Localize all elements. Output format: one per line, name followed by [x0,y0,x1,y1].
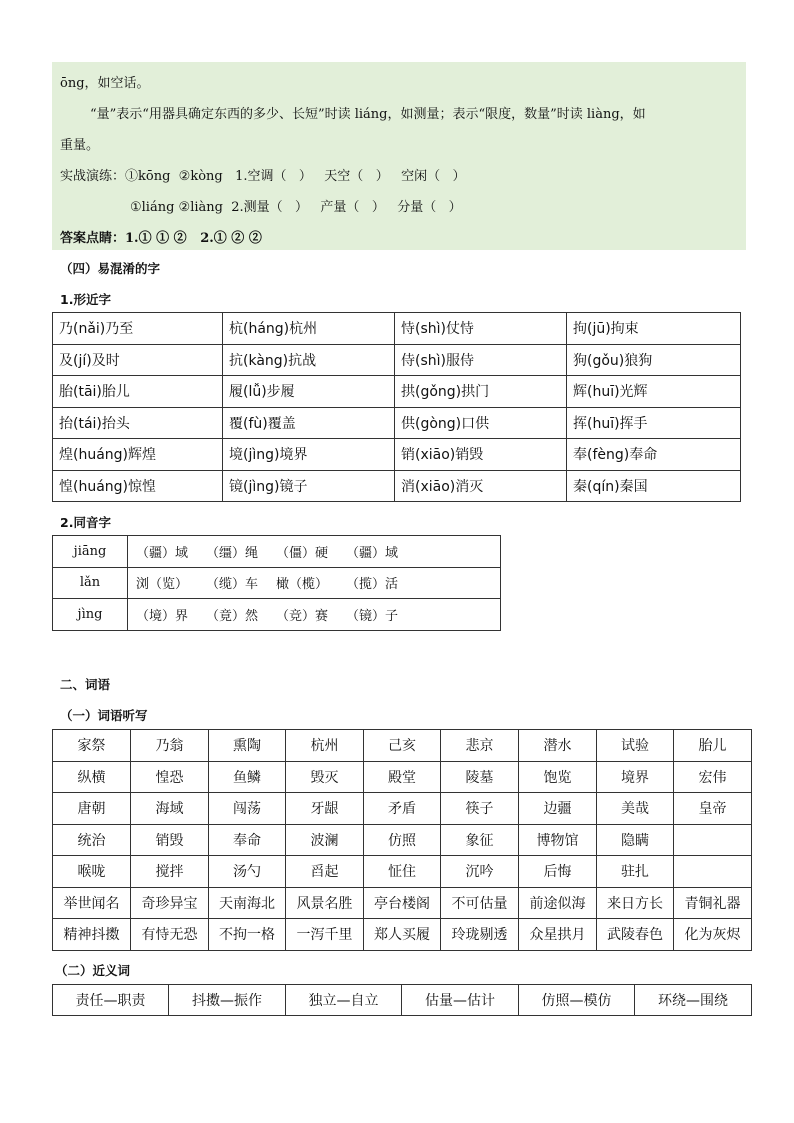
dictation-word-cell: 玲珑剔透 [441,919,519,951]
dictation-word-cell: 毁灭 [286,761,364,793]
dictation-word-cell: 隐瞒 [597,824,674,856]
homophone-word: （镜）子 [346,608,399,624]
homophone-row [53,599,501,631]
synonym-pair-cell: 估量—估计 [402,985,519,1016]
synonym-pair-cell: 环绕—围绕 [635,985,752,1016]
dictation-word-cell: 后悔 [519,856,597,888]
dictation-word-cell: 天南海北 [209,887,286,919]
similar-char-cell: 拱(gǒng)拱门 [395,376,567,408]
dictation-word-cell: 象征 [441,824,519,856]
dictation-row [53,824,752,856]
dictation-word-cell: 边疆 [519,793,597,825]
dictation-word-cell: 销毁 [131,824,209,856]
similar-chars-row [53,470,741,502]
dictation-word-cell: 陵墓 [441,761,519,793]
dictation-word-cell: 武陵春色 [597,919,674,951]
dictation-row [53,730,752,762]
notes-line-3: 重量。 [60,138,100,153]
similar-char-cell: 履(lǚ)步履 [223,376,395,408]
dictation-word-cell: 青铜礼器 [674,887,752,919]
similar-char-cell: 秦(qín)秦国 [567,470,741,502]
dictation-word-cell: 悲京 [441,730,519,762]
similar-chars-row [53,376,741,408]
dictation-word-cell: 博物馆 [519,824,597,856]
homophone-word: （僵）硬 [276,545,329,561]
dictation-word-cell: 化为灰烬 [674,919,752,951]
dictation-word-cell: 惶恐 [131,761,209,793]
similar-chars-title: 1.形近字 [60,292,111,307]
dictation-word-cell: 汤勺 [209,856,286,888]
similar-char-cell: 销(xiāo)销毁 [395,439,567,471]
similar-chars-row [53,439,741,471]
dictation-word-cell: 乃翁 [131,730,209,762]
similar-char-cell: 侍(shì)服侍 [395,344,567,376]
answer-line: 答案点睛：1.① ① ② 2.① ② ② [60,231,262,246]
dictation-word-cell: 胎儿 [674,730,752,762]
dictation-table [52,729,752,951]
section-words-title: 二、词语 [60,677,111,692]
similar-char-cell: 抬(tái)抬头 [53,407,223,439]
dictation-word-cell: 海域 [131,793,209,825]
notes-line-1: ōng，如空话。 [60,76,150,91]
dictation-word-cell: 闯荡 [209,793,286,825]
dictation-word-cell: 家祭 [53,730,131,762]
dictation-word-cell [674,824,752,856]
dictation-word-cell: 仿照 [364,824,441,856]
similar-chars-row [53,313,741,345]
notes-line-2: “量”表示“用器具确定东西的多少、长短”时读 liáng，如测量；表示“限度，数量”时读 liàng，如 [90,107,646,122]
homophone-words [128,599,501,631]
similar-chars-row [53,407,741,439]
practice-line-2: ①liáng ②liàng 2.测量（ ） 产量（ ） 分量（ ） [130,200,462,215]
dictation-word-cell: 怔住 [364,856,441,888]
homophone-word: 橄（榄） [276,577,329,593]
homophone-words [128,567,501,599]
dictation-row [53,856,752,888]
similar-char-cell: 覆(fù)覆盖 [223,407,395,439]
dictation-word-cell: 精神抖擞 [53,919,131,951]
homophones-table [52,535,501,631]
similar-char-cell: 杭(háng)杭州 [223,313,395,345]
homophone-words [128,536,501,568]
similar-char-cell: 拘(jū)拘束 [567,313,741,345]
dictation-word-cell: 饱览 [519,761,597,793]
dictation-word-cell: 皇帝 [674,793,752,825]
dictation-row [53,793,752,825]
dictation-word-cell: 筷子 [441,793,519,825]
similar-char-cell: 惶(huáng)惊惶 [53,470,223,502]
dictation-word-cell: 不可估量 [441,887,519,919]
dictation-word-cell: 宏伟 [674,761,752,793]
similar-char-cell: 煌(huáng)辉煌 [53,439,223,471]
similar-char-cell: 消(xiāo)消灭 [395,470,567,502]
dictation-word-cell: 奇珍异宝 [131,887,209,919]
dictation-word-cell: 潜水 [519,730,597,762]
dictation-word-cell: 举世闻名 [53,887,131,919]
synonyms-row [53,985,752,1016]
homophone-word: （竟）然 [206,608,259,624]
homophones-title: 2.同音字 [60,515,111,530]
dictation-word-cell: 熏陶 [209,730,286,762]
dictation-word-cell: 有恃无恐 [131,919,209,951]
similar-char-cell: 及(jí)及时 [53,344,223,376]
homophone-word: （疆）域 [136,545,189,561]
homophone-word: （缆）车 [206,577,259,593]
homophone-word: （揽）活 [346,577,399,593]
similar-char-cell: 供(gòng)口供 [395,407,567,439]
dictation-word-cell: 搅拌 [131,856,209,888]
dictation-word-cell: 杭州 [286,730,364,762]
homophone-pinyin: jìng [53,599,128,631]
synonym-pair-cell: 独立—自立 [286,985,402,1016]
homophone-pinyin: jiāng [53,536,128,568]
similar-chars-table [52,312,741,502]
practice-line-1: 实战演练：①kōng ②kòng 1.空调（ ） 天空（ ） 空闲（ ） [60,169,466,184]
dictation-word-cell: 矛盾 [364,793,441,825]
dictation-word-cell: 奉命 [209,824,286,856]
dictation-word-cell: 前途似海 [519,887,597,919]
dictation-row [53,887,752,919]
dictation-word-cell: 鱼鳞 [209,761,286,793]
dictation-word-cell: 风景名胜 [286,887,364,919]
dictation-word-cell: 沉吟 [441,856,519,888]
homophone-pinyin: lǎn [53,567,128,599]
similar-char-cell: 奉(fèng)奉命 [567,439,741,471]
dictation-word-cell: 喉咙 [53,856,131,888]
synonym-pair-cell: 责任—职责 [53,985,169,1016]
dictation-word-cell: 一泻千里 [286,919,364,951]
dictation-word-cell: 纵横 [53,761,131,793]
similar-chars-row [53,344,741,376]
dictation-word-cell: 试验 [597,730,674,762]
similar-char-cell: 挥(huī)挥手 [567,407,741,439]
dictation-word-cell: 驻扎 [597,856,674,888]
dictation-word-cell: 波澜 [286,824,364,856]
homophone-word: （竞）赛 [276,608,329,624]
dictation-word-cell: 不拘一格 [209,919,286,951]
dictation-word-cell: 牙龈 [286,793,364,825]
synonyms-title: （二）近义词 [55,963,131,978]
dictation-word-cell: 唐朝 [53,793,131,825]
dictation-word-cell: 美哉 [597,793,674,825]
dictation-word-cell: 殿堂 [364,761,441,793]
homophone-word: 浏（览） [136,577,189,593]
similar-char-cell: 胎(tāi)胎儿 [53,376,223,408]
dictation-row [53,919,752,951]
similar-char-cell: 恃(shì)仗恃 [395,313,567,345]
similar-char-cell: 境(jìng)境界 [223,439,395,471]
dictation-word-cell: 郑人买履 [364,919,441,951]
synonym-pair-cell: 仿照—模仿 [519,985,635,1016]
dictation-title: （一）词语听写 [60,708,148,723]
similar-char-cell: 狗(gǒu)狼狗 [567,344,741,376]
dictation-word-cell [674,856,752,888]
dictation-word-cell: 来日方长 [597,887,674,919]
homophone-word: （境）界 [136,608,189,624]
similar-char-cell: 镜(jìng)镜子 [223,470,395,502]
dictation-word-cell: 众星拱月 [519,919,597,951]
homophone-word: （疆）域 [346,545,399,561]
homophone-row [53,536,501,568]
homophone-row [53,567,501,599]
synonym-pair-cell: 抖擞—振作 [169,985,286,1016]
notes-box [52,62,746,250]
dictation-word-cell: 境界 [597,761,674,793]
section-confusable-title: （四）易混淆的字 [60,261,161,276]
synonyms-table [52,984,752,1016]
similar-char-cell: 辉(huī)光辉 [567,376,741,408]
dictation-word-cell: 统治 [53,824,131,856]
homophone-word: （缰）绳 [206,545,259,561]
similar-char-cell: 抗(kàng)抗战 [223,344,395,376]
similar-char-cell: 乃(nǎi)乃至 [53,313,223,345]
dictation-word-cell: 己亥 [364,730,441,762]
dictation-word-cell: 舀起 [286,856,364,888]
dictation-word-cell: 亭台楼阁 [364,887,441,919]
dictation-row [53,761,752,793]
